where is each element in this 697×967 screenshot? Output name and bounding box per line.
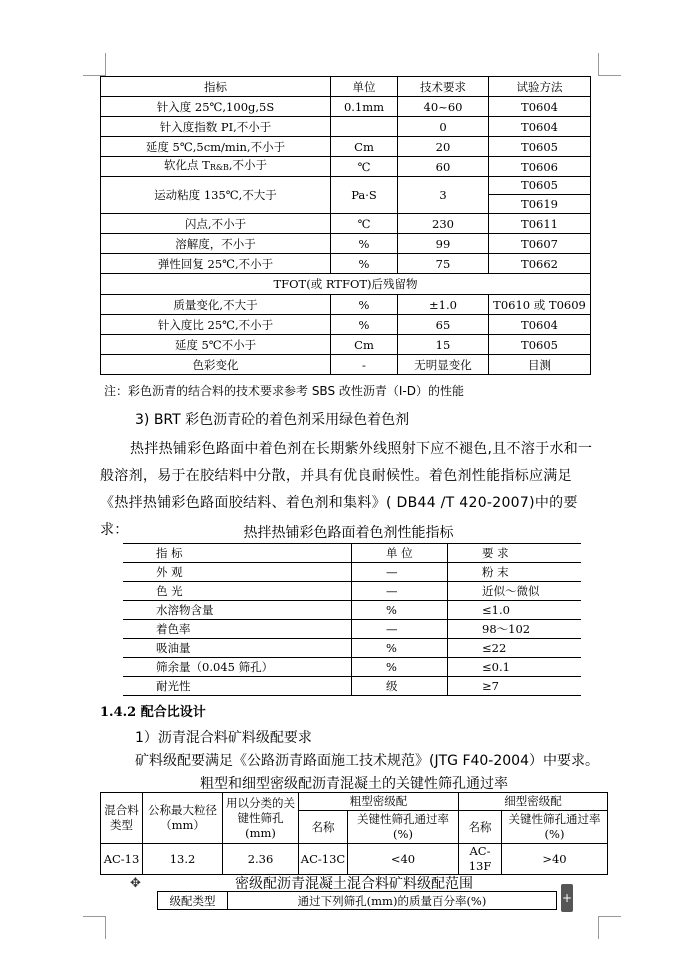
cell: ≤1.0 [448, 601, 582, 620]
header-cell: 要 求 [448, 544, 582, 563]
header-cell: 技术要求 [398, 77, 489, 97]
table-caption: 粗型和细型密级配沥青混凝土的关键性筛孔通过率 [200, 776, 508, 792]
cell [489, 177, 591, 214]
cell: 弹性回复 25℃,不小于 [101, 254, 331, 274]
cell: 色 光 [123, 582, 352, 601]
cell: 运动粘度 135℃,不大于 [101, 177, 331, 214]
table-row [101, 844, 608, 875]
cell: % [331, 254, 398, 274]
cell: 2.36 [223, 844, 299, 875]
cell: 闪点,不小于 [101, 214, 331, 234]
table-row [123, 639, 581, 658]
crop-mark [598, 916, 621, 939]
header-cell: 关键性筛孔通过率(%) [348, 811, 459, 844]
cell: 目测 [489, 355, 591, 375]
section-heading: 1.4.2 配合比设计 [100, 705, 206, 720]
table-row [101, 335, 591, 355]
gradation-range-table [157, 891, 557, 910]
table-caption: 密级配沥青混凝土混合料矿料级配范围 [235, 876, 473, 892]
table-row [123, 582, 581, 601]
cell: ℃ [331, 214, 398, 234]
cell: 99 [398, 234, 489, 254]
table-caption: 热拌热铺彩色路面着色剂性能指标 [243, 525, 454, 541]
table-row [101, 315, 591, 335]
cell: T0662 [489, 254, 591, 274]
header-cell: 单位 [331, 77, 398, 97]
cell: 13.2 [143, 844, 223, 875]
cell: T0606 [489, 157, 591, 177]
cell: 吸油量 [123, 639, 352, 658]
cell: T0605 [489, 137, 591, 157]
cell: 230 [398, 214, 489, 234]
cell: % [352, 658, 448, 677]
cell: T0604 [489, 117, 591, 137]
cell: — [352, 582, 448, 601]
cell: ≥7 [448, 677, 582, 696]
cell: 20 [398, 137, 489, 157]
table-row [101, 214, 591, 234]
table-row [123, 601, 581, 620]
cell: <40 [348, 844, 459, 875]
cell: ≤0.1 [448, 658, 582, 677]
crop-mark [83, 916, 106, 939]
cell: T0605 [489, 335, 591, 355]
table-header-row [101, 77, 591, 97]
header-cell: 指标 [101, 77, 331, 97]
cell: Cm [331, 335, 398, 355]
method-line: T0619 [521, 197, 558, 211]
header-cell: 粗型密级配 [299, 793, 459, 811]
table-row [101, 295, 591, 315]
softening-tail: ,不小于 [228, 158, 267, 172]
cell: ℃ [331, 157, 398, 177]
table-row [101, 355, 591, 375]
cell: 无明显变化 [398, 355, 489, 375]
cell: 15 [398, 335, 489, 355]
table-note: 注：彩色沥青的结合料的技术要求参考 SBS 改性沥青（I-D）的性能 [104, 384, 464, 398]
table-row [101, 177, 591, 214]
cell [101, 157, 331, 177]
cell: 60 [398, 157, 489, 177]
cell: AC-13F [459, 844, 502, 875]
header-cell: 关键性筛孔通过率(%) [502, 811, 608, 844]
table-row [101, 234, 591, 254]
softening-subscript: R&B [209, 163, 229, 172]
cell: % [352, 601, 448, 620]
table-row [101, 97, 591, 117]
cell: 延度 5℃,5cm/min,不小于 [101, 137, 331, 157]
cell: 耐光性 [123, 677, 352, 696]
cell: 0 [398, 117, 489, 137]
table-span-row [101, 274, 591, 295]
header-cell: 单 位 [352, 544, 448, 563]
cell: 延度 5℃不小于 [101, 335, 331, 355]
header-cell: 名称 [299, 811, 348, 844]
cell: 筛余量（0.045 筛孔） [123, 658, 352, 677]
cell: 40~60 [398, 97, 489, 117]
cell: 65 [398, 315, 489, 335]
header-cell: 通过下列筛孔(mm)的质量百分率(%) [228, 892, 557, 910]
cell: 75 [398, 254, 489, 274]
paragraph-colorant: 热拌热铺彩色路面中着色剂在长期紫外线照射下应不褪色,且不溶于水和一般溶剂，易于在胶结料中分散，并具有优良耐候性。着色剂性能指标应满足《热拌热铺彩色路面胶结料、着色剂和集料》( DB44 /T 420-2007)中的要求： [100, 441, 593, 538]
cell: T0611 [489, 214, 591, 234]
sieve-pass-table [100, 792, 608, 875]
header-cell: 混合料类型 [101, 793, 143, 844]
header-cell: 试验方法 [489, 77, 591, 97]
cell: T0604 [489, 97, 591, 117]
table-row [101, 157, 591, 177]
cell: T0607 [489, 234, 591, 254]
cell: T0610 或 T0609 [489, 295, 591, 315]
crop-mark [83, 53, 106, 76]
header-cell: 级配类型 [158, 892, 228, 910]
move-handle-icon[interactable]: ✥ [130, 876, 141, 891]
table-row [101, 254, 591, 274]
paragraph-gradation: 矿料级配要满足《公路沥青路面施工技术规范》(JTG F40-2004）中要求。 [135, 753, 599, 769]
header-cell: 指 标 [123, 544, 352, 563]
cell [331, 117, 398, 137]
cell: 质量变化,不大于 [101, 295, 331, 315]
cell: % [331, 315, 398, 335]
method-line: T0605 [489, 177, 590, 195]
cell: Cm [331, 137, 398, 157]
header-cell: 用以分类的关键性筛孔(mm) [223, 793, 299, 844]
cell: — [352, 620, 448, 639]
cell: T0604 [489, 315, 591, 335]
cell: % [331, 234, 398, 254]
cell: Pa·S [331, 177, 398, 214]
header-cell: 公称最大粒径（mm） [143, 793, 223, 844]
header-cell: 细型密级配 [459, 793, 608, 811]
cell: ±1.0 [398, 295, 489, 315]
cell: — [352, 563, 448, 582]
cell: 着色率 [123, 620, 352, 639]
cell: 98～102 [448, 620, 582, 639]
softening-label: 软化点 T [163, 158, 210, 172]
colorant-spec-table [123, 543, 581, 696]
table-row [101, 117, 591, 137]
asphalt-spec-table [100, 76, 591, 375]
table-header-row [123, 544, 581, 563]
cell: 级 [352, 677, 448, 696]
table-row [123, 658, 581, 677]
plus-icon[interactable]: + [561, 884, 573, 912]
heading-colorant: 3) BRT 彩色沥青砼的着色剂采用绿色着色剂 [135, 412, 410, 428]
header-cell: 名称 [459, 811, 502, 844]
crop-mark [598, 53, 621, 76]
cell: 3 [398, 177, 489, 214]
cell: % [331, 295, 398, 315]
cell: 水溶物含量 [123, 601, 352, 620]
table-row [123, 620, 581, 639]
cell: >40 [502, 844, 608, 875]
cell: ≤22 [448, 639, 582, 658]
cell: AC-13C [299, 844, 348, 875]
cell: 针入度指数 PI,不小于 [101, 117, 331, 137]
table-row [101, 137, 591, 157]
cell: 溶解度，不小于 [101, 234, 331, 254]
cell: 针入度 25℃,100g,5S [101, 97, 331, 117]
table-header-row [158, 892, 557, 910]
cell: 粉 末 [448, 563, 582, 582]
table-row [123, 677, 581, 696]
span-cell: TFOT(或 RTFOT)后残留物 [101, 274, 591, 295]
cell: 0.1mm [331, 97, 398, 117]
cell: 色彩变化 [101, 355, 331, 375]
cell: - [331, 355, 398, 375]
cell: % [352, 639, 448, 658]
cell: 近似～微似 [448, 582, 582, 601]
cell: 针入度比 25℃,不小于 [101, 315, 331, 335]
table-row [123, 563, 581, 582]
table-header-row [101, 793, 608, 811]
cell: AC-13 [101, 844, 143, 875]
subsection-heading: 1）沥青混合料矿料级配要求 [135, 730, 312, 746]
cell: 外 观 [123, 563, 352, 582]
